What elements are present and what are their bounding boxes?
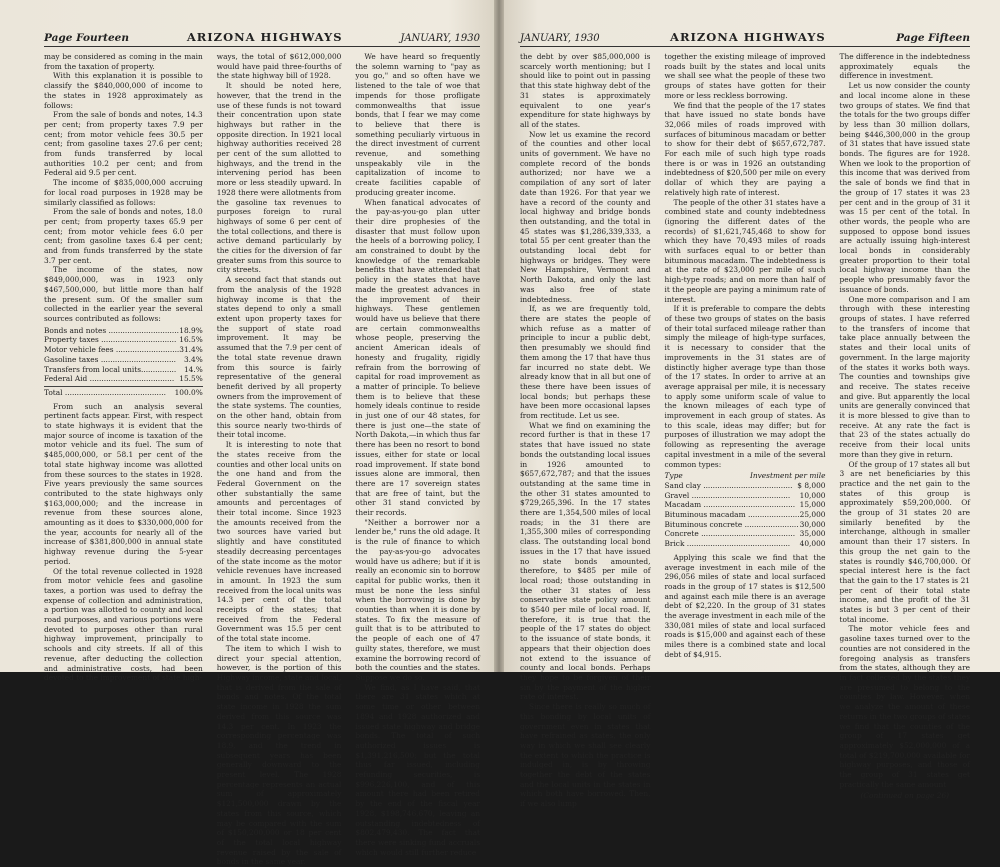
left-page-columns [44,52,481,867]
table-row: Sand clay ...................................... $ 8,000 [664,480,826,490]
table-row: Gravel .......................................... 10,000 [664,490,826,500]
table-row: Gasoline taxes ................................ 3.4% [44,354,203,364]
table-row: Transfers from local units............... 14.% [44,364,203,374]
column-2 [664,52,825,662]
table-total-row: Total ........................................... 100.0% [44,387,203,397]
column-3 [839,52,970,801]
right-page-columns [520,52,970,809]
paragraph: Now let us examine the record of the counties and other local units of government. We have no complete record of the bonds authorized; nor have we a compilation of any sort of later date than 1926. For that year we have a record of the county and local highway and bridge bonds then outstanding, and the total in 45 states was $1,286,339,333, a total 55 per cent greater than the outstanding local debt for highways or bridges. They were New Hampshire, Vermont and North Dakota, and only the last was also free of state indebtedness. [520,129,651,304]
table-row: Motor vehicle fees ........................... 31.4% [44,345,203,355]
paragraph: Let us now consider the county and local income alone in these two groups of states. We find that the totals for the two groups differ by less than 30 million dollars, being $446,300,000 in the group of 31 states that have issued state bonds. The figures are for 1928. When we look to the proportion of this income that was derived from the sale of bonds we find that in the group of 17 states it was 23 per cent and in the group of 31 it was 15 per cent of the total. In other words, the people who are supposed to oppose bond issues are actually issuing high-interest local bonds in considerably greater proportion to their total local highway income than the people who presumably favor the issuance of bonds. [839,81,970,294]
table-row: Property taxes ................................ 16.5% [44,335,203,345]
paragraph: Applying this scale we find that the average investment in each mile of the 296,056 miles of state and local surfaced roads in the group of 17 states is $12,500 and against each mile there is an average debt of $2,220. In the group of 31 states the average investment in each mile of the 330,081 miles of state and local surfaced roads is $15,000 and against each of these miles there is a combined state and local debt of $4,915. [664,552,826,659]
table-row: Federal Aid .................................... 15.5% [44,374,203,384]
paragraph: One more comparison and I am through with these interesting groups of states. I have referred to the transfers of income that take place annually between the states and their local units of government. In the large majority of the states it works both ways. The counties and townships give and receive. The states receive and give. But apparently the local units are generally convinced that it is more blessed to give than to receive. At any rate the fact is that 23 of the states actually do receive from their local units more than they give in return. [839,294,970,459]
paragraph: together the existing mileage of improved roads built by the states and local units we shall see what the people of these two groups of states have gotten for their more or less reckless borrowing. [664,52,826,100]
paragraph: The item to which I wish to direct your special attention, however, is the portion of this Highway income, state and local, that is derived from the sale of bonds and notes. Of the total state income in 1928 the sum derived from this source was 14.3 per cent. In 1923 the corresponding percentage was 18.9, and the trend in subsequent years has been generally downward to the present level. The 1928 percentage represents an actual sum of approximately $121,500,000 drawn by the states from this source, which may be compared with the sum of $150,200,000 or 18 per cent of the total local highway revenue raised by the sale of bonds in the same year. [216,643,342,867]
paragraph: Of the total revenue collected in 1928 from motor vehicle fees and gasoline taxes, a portion was used to defray the expense of collection and administration, a portion was allotted to county and local road purposes, and various portions were devoted to purposes other than rural highway improvement, principally to schools and city streets. If all of this revenue, after deducting the collection and administrative costs, had been devoted to the improvement of state high- [44,566,203,683]
magazine-title: ARIZONA HIGHWAYS [670,30,826,44]
paragraph: "Neither a borrower nor a lender be," runs the old adage. It is the rule of finance to which the pay-as-you-go advocates would have us adhere; but if it is really an economic sin to borrow capital for public works, then it must be none the less sinful when the borrowing is done by counties than when it is done by states. To fix the measure of guilt that is to be attributed to the people of each one of 47 guilty states, therefore, we must examine the borrowing record of both the counties and the states. Suppose we do so. [355,517,481,682]
table-row: Bituminous concrete ....................... 30,000 [664,519,826,529]
paragraph: From the sale of bonds and notes, 18.0 per cent; from property taxes 65.9 per cent; from motor vehicle fees 6.0 per cent; from gasoline taxes 6.4 per cent; and from funds transferred by the state 3.7 per cent. [44,207,203,265]
table-row: Brick ............................................ 40,000 [664,539,826,549]
paragraph: If, as we are frequently told, there are states the people of which refuse as a matter of principle to incur a public debt, then presumably we should find them among the 17 that have thus far incurred no state debt. We already know that in all but one of these there have been issues of local bonds; but perhaps these have been more occasional lapses from rectitude. Let us see. [520,304,651,421]
paragraph: The motor vehicle fees and gasoline taxes turned over to the counties are not considered in the foregoing analysis as transfers from the states, although they are in fact collected by the states they are presumed to belong to the counties by law. However, when we analyze the amount of these returns in the two groups of states we find that the counties of the group of 17 states get approximately $52,000,000 of a total of $219,700,000 available for highway purposes, and those of the group of 31 states get practically the same amount [839,624,970,789]
paragraph: What we find on examining the record further is that in these 17 states that have issued no state bonds the outstanding local issues in 1926 amounted to $657,672,787; and that the issues outstanding at the same time in the other 31 states amounted to $729,265,396. In the 17 states there are 1,354,500 miles of local roads; in the 31 there are 1,355,300 miles of corresponding class. The outstanding local bond issues in the 17 that have issued no state bonds amounted, therefore, to $485 per mile of local road; those outstanding in the other 31 states of less conservative state policy amount to $540 per mile of local road. If, therefore, it is true that the people of the 17 states do object to the issuance of state bonds, it appears that their objection does not extend to the issuance of county and local bonds. Perhaps they hope to be forgiven of their sin by the payment of the higher rate of interest. [520,420,651,702]
paragraph: the debt by over $85,000,000 is scarcely worth mentioning; but I should like to point out in passing that this state highway debt of the 31 states is approximately equivalent to one year's expenditure for state highways by all of the states. [520,52,651,129]
right-page [498,0,1000,809]
magazine-title: ARIZONA HIGHWAYS [186,30,343,44]
paragraph: Since there is really so much of this bonding by local units of government even in states that have refrained as states, the only way in which we shall see clearly the extent to which the practice is indulged in, is by throwing together the debt of the states and the local units in the states in which both have borrowed. Then, if we also lump [520,702,651,809]
continued-note: (Continued on page 26) [860,791,949,801]
paragraph: A second fact that stands out from the analysis of the 1928 highway income is that the states depend to only a small extent upon property taxes for the support of state road improvement. It may be assumed that the 7.9 per cent of the total state revenue drawn from this source is fairly representative of the general benefit derived by all property owners from the improvement of the state systems. The counties, on the other hand, obtain from this source nearly two-thirds of their total income. [216,275,342,440]
right-page-header [520,22,970,47]
paragraph: When fanatical advocates of the pay-as-you-go plan utter their dire prophesies of the disaster that must follow upon the heels of a borrowing policy, I am constrained to doubt by the knowledge of the remarkable benefits that have attended that policy in the states that have made the greatest advances in the improvement of their highways. These gentlemen would have us believe that there are certain commonwealths whose people, preserving the ancient American ideals of honesty and frugality, rigidly refrain from the borrowing of capital for road improvement as a matter of principle. To believe them is to believe that these homely ideals continue to reside in just one of our 48 states, for there is just one—the state of North Dakota,—in which thus far there has been no resort to bond issues, either for state or local road improvement. If state bond issues alone are immoral, then there are 17 sovereign states that are free of taint, but the other 31 stand convicted by their records. [355,197,481,518]
page-gutter [494,0,504,672]
road-type-investment-table [664,471,825,549]
page-number: Page Fifteen [896,32,970,44]
income-sources-table [44,326,203,398]
column-2 [216,52,342,867]
paragraph: The people of the other 31 states have a combined state and county indebtedness (ignoring the different dates of the records) of $1,621,745,468 to show for which they have 70,493 miles of roads with surfaces equal to or better than bituminous macadam. The indebtedness is at the rate of $23,000 per mile of such high-type roads; and on more than half of it the people are paying a minimum rate of interest. [664,197,826,304]
paragraph: If it is preferable to compare the debts of these two groups of states on the basis of their total surfaced mileage rather than simply the mileage of high-type surfaces, it is necessary to consider that the improvements in the 31 states are of distinctly higher average type than those of the 17 states. In order to arrive at an average appraisal per mile, it is necessary to apply some uniform scale of value to the known mileages of each type of improvement in each group of states. As to this scale, ideas may differ; but for purposes of illustration we may adopt the following as representing the average capital investment in a mile of the several common types: [664,304,826,469]
issue-date: JANUARY, 1930 [400,33,480,44]
table-row: Bituminous macadam ...................... 25,000 [664,510,826,520]
paragraph: It is interesting to note that the states receive from the counties and other local units on the one hand and from the Federal Government on the other substantially the same amounts and percentages of their total income. Since 1923 the amounts received from the two sources have varied but slightly and have constituted steadily decreasing percentages of the state income as the motor vehicle revenues have increased in amount. In 1923 the sum received from the local units was 14.3 per cent of the total receipts of the states; that received from the Federal Government was 15.5 per cent of the total state income. [216,440,342,644]
column-1 [520,52,651,809]
issue-date: JANUARY, 1930 [520,33,600,44]
paragraph: may be considered as coming in the main from the taxation of property. [44,52,203,71]
paragraph: We have heard so frequently the solemn warning to "pay as you go," and so often have we listened to the tale of woe that impends for those profligate commonwealths that issue bonds, that I fear we may come to believe that there is something peculiarly virtuous in the direct investment of current revenue, and something unspeakably vile in the capitalization of income to create facilities capable of producing greater income. [355,52,481,197]
page-number: Page Fourteen [44,32,129,44]
paragraph: ways, the total of $612,000,000 would have paid three-fourths of the state highway bill of 1928. [216,52,342,81]
paragraph: The income of the states, now $849,000,000, was in 1923 only $467,500,000, but little more than half the present sum. Of the smaller sum collected in the earlier year the several sources contributed as follows: [44,265,203,323]
paragraph: Of the group of 17 states all but 3 are net beneficiaries by this practice and the net gain to the states of this group is approximately $59,200,000. Of the group of 31 states 20 are similarly benefited by the interchange, although in smaller amount than their 17 sisters. In this group the net gain to the states is roundly $46,700,000. Of special interest here is the fact that the gain to the 17 states is 21 per cent of their total state income, and the profit of the 31 states is but 3 per cent of their total income. [839,459,970,624]
table-row: Bonds and notes .............................. 18.9% [44,325,203,335]
paragraph: We find, as I have said, that there are 31 states which at some time or other between 1894 and 1928 authorized and issued state highway and bridge bonds. The total of such authorized issues is $1,391,216,500; but the total thus far issued, including refunding securities, is $996,226,100, and of this amount there had been retired by the end of the fiscal year 1928, $198,746,670, leaving an outstanding indebtedness of $802,479,430. The fact that there were sinking fund accruals which would still further reduce [355,682,481,857]
left-page [0,0,498,867]
paragraph: The difference in the indebtedness approximately equals the difference in investment. [839,52,970,81]
column-1 [44,52,203,683]
left-page-header [44,22,480,47]
paragraph: The income of $835,000,000 accruing for local road purposes in 1928 may be similarly classified as follows: [44,178,203,207]
table-row: Concrete ........................................ 35,000 [664,529,826,539]
paragraph: From such an analysis several pertinent facts appear. First, with respect to state highways it is evident that the major source of income is taxation of the motor vehicle and its fuel. The sum of $485,000,000, or 58.1 per cent of the total state highway income was allotted from these sources to the states in 1928. Five years previously the same sources contributed to the state highways only $163,000,000; and the increase in revenue from these sources alone, amounting as it does to $330,000,000 for the year, accounts for nearly all of the increase of $381,800,000 in annual state highway revenue during the 5-year period. [44,401,203,566]
table-header: Type Investment per mile [664,471,826,481]
paragraph: From the sale of bonds and notes, 14.3 per cent; from property taxes 7.9 per cent; from motor vehicle fees 30.5 per cent; from gasoline taxes 27.6 per cent; from funds transferred by local authorities 10.2 per cent; and from Federal aid 9.5 per cent. [44,110,203,178]
paragraph: It should be noted here, however, that the trend in the use of these funds is not toward their concentration upon state highways but rather in the opposite direction. In 1921 local highway authorities received 28 per cent of the sum allotted to highways, and the trend in the intervening period has been more or less steadily upward. In 1928 there were allotments from the gasoline tax revenues to purposes foreign to rural highways of some 6 per cent of the total collections, and there is active demand particularly by the cities for the diversion of far greater sums from this source to city streets. [216,81,342,275]
paragraph: With this explanation it is possible to classify the $840,000,000 of income to the states in 1928 approximately as follows: [44,71,203,110]
column-3 [355,52,481,857]
table-row: Macadam ....................................... 15,000 [664,500,826,510]
paragraph: We find that the people of the 17 states that have issued no state bonds have 32,066 miles of roads improved with surfaces of bituminous macadam or better to show for their debt of $657,672,787. For each mile of such high type roads there is or was in 1926 an outstanding indebtedness of $20,500 per mile on every dollar of which they are paying a relatively high rate of interest. [664,100,826,197]
